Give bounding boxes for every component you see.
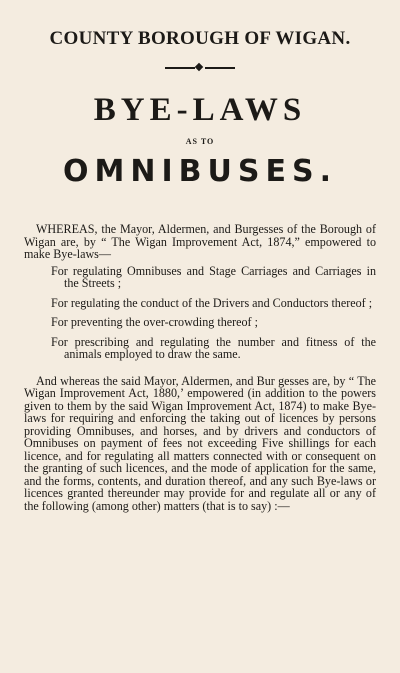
document-subject: OMNIBUSES. <box>63 154 337 189</box>
purposes-list <box>24 265 376 361</box>
purpose-item: For regulating Omnibuses and Stage Carriages and Carriages in the Streets ; <box>51 263 376 290</box>
document-title: BYE-LAWS <box>93 92 307 128</box>
purpose-item: For prescribing and regulating the number and fitness of the animals employed to draw the same. <box>51 334 376 361</box>
ornament-rule-left <box>165 67 195 69</box>
ornament-divider <box>165 64 235 72</box>
second-paragraph: And whereas the said Mayor, Aldermen, and Bur gesses are, by “ The Wigan Improvement Act, 1880,’ empowered (in addition to the powers given to them by the said Wigan Improvement Act, 1874) to make Bye-laws for requiring and enforcing the taking out of licences by persons providing Omnibuses, and horses, and by drivers and conductors of Omnibuses on payment of fees not exceeding Five shillings for each licence, and for regulating all matters connected with or consequent on the granting of such licences, and the mode of application for the same, and the forms, contents, and duration thereof, and any such Bye-laws or licences granted thereunder may provide for and regulate all or any of the following (among other) matters (that is to say) :— <box>24 373 376 513</box>
title-connector: AS TO <box>185 137 215 146</box>
purpose-item: For preventing the over-crowding thereof ; <box>51 315 258 329</box>
borough-heading: COUNTY BOROUGH OF WIGAN. <box>49 28 351 49</box>
preamble-paragraph: WHEREAS, the Mayor, Aldermen, and Burgesses of the Borough of Wigan are, by “ The Wigan Improvement Act, 1874,” empowered to make Bye-laws— <box>24 222 376 261</box>
purpose-item: For regulating the conduct of the Drivers and Conductors thereof ; <box>51 295 373 310</box>
ornament-rule-right <box>205 67 235 69</box>
diamond-ornament-icon <box>195 63 203 71</box>
